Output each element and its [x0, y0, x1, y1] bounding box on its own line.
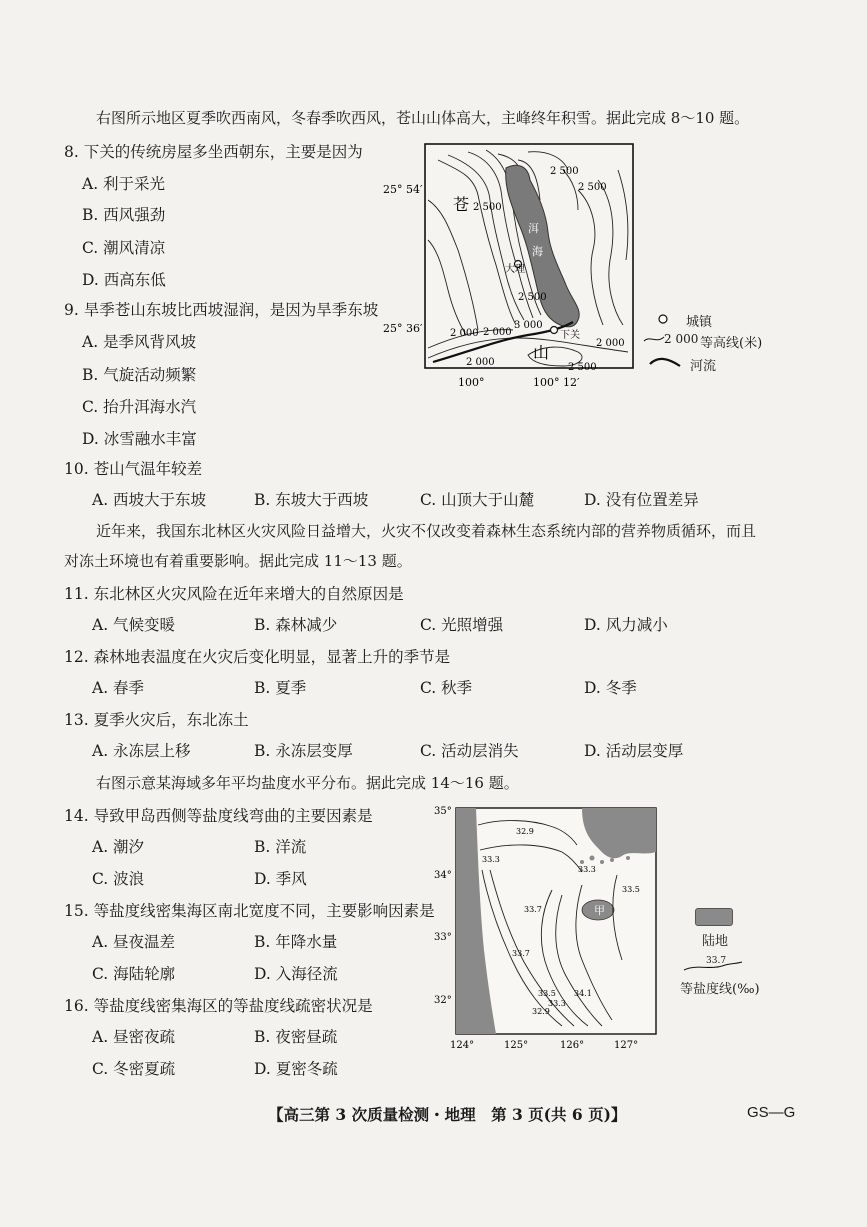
map2-lon-125: 125°	[504, 1040, 529, 1051]
city-xiaguan: 下关	[560, 330, 580, 341]
paper-code: GS—G	[747, 1104, 796, 1121]
legend-town-symbol	[654, 312, 672, 326]
city-dali: 大理	[505, 264, 525, 275]
q15-option-c[interactable]: C. 海陆轮廓	[92, 965, 176, 983]
contour-label-10: 2 500	[578, 182, 607, 193]
contour-label-6: 3 000	[514, 320, 543, 331]
q13-option-a[interactable]: A. 永冻层上移	[92, 742, 191, 760]
legend-land-swatch	[695, 908, 733, 926]
section3-intro: 右图示意某海域多年平均盐度水平分布。据此完成 14～16 题。	[96, 774, 519, 792]
q14-stem: 14. 导致甲岛西侧等盐度线弯曲的主要因素是	[64, 807, 373, 825]
q14-option-d[interactable]: D. 季风	[254, 870, 307, 888]
q8-option-a[interactable]: A. 利于采光	[82, 175, 166, 193]
map2-lat-32: 32°	[434, 995, 452, 1006]
section2-intro-line2: 对冻土环境也有着重要影响。据此完成 11～13 题。	[64, 552, 412, 570]
q13-stem: 13. 夏季火灾后，东北冻土	[64, 711, 249, 729]
map2-lon-126: 126°	[560, 1040, 585, 1051]
legend-land: 陆地	[702, 934, 729, 949]
contour-label-5: 2 000	[450, 328, 479, 339]
q8-stem: 8. 下关的传统房屋多坐西朝东，主要是因为	[64, 143, 363, 161]
q16-option-b[interactable]: B. 夜密昼疏	[254, 1028, 338, 1046]
legend-contour: 等高线(米)	[700, 336, 763, 351]
q16-option-c[interactable]: C. 冬密夏疏	[92, 1060, 176, 1078]
q12-option-c[interactable]: C. 秋季	[420, 679, 473, 697]
map1-lat-top: 25° 54′	[383, 183, 423, 196]
q12-option-b[interactable]: B. 夏季	[254, 679, 307, 697]
q15-stem: 15. 等盐度线密集海区南北宽度不同，主要影响因素是	[64, 902, 435, 920]
map2-lon-127: 127°	[614, 1040, 639, 1051]
q9-option-b[interactable]: B. 气旋活动频繁	[82, 366, 197, 384]
map1-lon-left: 100°	[458, 376, 485, 389]
legend-contour-symbol	[642, 332, 666, 346]
page-footer: 【高三第 3 次质量检测・地理 第 3 页(共 6 页)】	[268, 1105, 627, 1124]
contour-label-8: 2 500	[568, 362, 597, 373]
iso-label-9: 34.1	[574, 989, 592, 998]
contour-label-9: 2 000	[596, 338, 625, 349]
q16-option-a[interactable]: A. 昼密夜疏	[92, 1028, 176, 1046]
map2-lon-124: 124°	[450, 1040, 475, 1051]
q12-option-a[interactable]: A. 春季	[92, 679, 145, 697]
iso-label-4: 33.7	[524, 905, 542, 914]
legend-isohaline: 等盐度线(‰)	[680, 982, 760, 997]
map2-lat-34: 34°	[434, 870, 452, 881]
q12-stem: 12. 森林地表温度在火灾后变化明显，显著上升的季节是	[64, 648, 451, 666]
iso-label-2: 33.3	[482, 855, 500, 864]
contour-label-2: 2 500	[473, 202, 502, 213]
q12-option-d[interactable]: D. 冬季	[584, 679, 637, 697]
section1-intro: 右图所示地区夏季吹西南风，冬春季吹西风，苍山山体高大，主峰终年积雪。据此完成 8～10 题。	[96, 109, 750, 127]
section2-intro-line1: 近年来，我国东北林区火灾风险日益增大，火灾不仅改变着森林生态系统内部的营养物质循环，而且	[96, 522, 757, 540]
q8-option-c[interactable]: C. 潮风清凉	[82, 239, 166, 257]
q16-stem: 16. 等盐度线密集海区的等盐度线疏密状况是	[64, 997, 373, 1015]
q11-option-c[interactable]: C. 光照增强	[420, 616, 504, 634]
map2-lat-33: 33°	[434, 932, 452, 943]
q10-option-d[interactable]: D. 没有位置差异	[584, 491, 699, 509]
legend-town: 城镇	[686, 315, 713, 330]
q11-option-d[interactable]: D. 风力减小	[584, 616, 668, 634]
q9-stem: 9. 旱季苍山东坡比西坡湿润，是因为旱季东坡	[64, 301, 379, 319]
q15-option-b[interactable]: B. 年降水量	[254, 933, 338, 951]
map1-lon-right: 100° 12′	[533, 376, 580, 389]
iso-label-5: 33.7	[512, 949, 530, 958]
salinity-map	[432, 800, 664, 1052]
q14-option-b[interactable]: B. 洋流	[254, 838, 307, 856]
contour-label-1: 2 500	[550, 166, 579, 177]
legend-river-symbol	[648, 354, 682, 370]
xiaguan-town-marker	[551, 327, 558, 334]
contour-label-7: 2 000	[466, 357, 495, 368]
q10-stem: 10. 苍山气温年较差	[64, 460, 203, 478]
q9-option-a[interactable]: A. 是季风背风坡	[82, 333, 197, 351]
contour-label-3: 2 500	[518, 292, 547, 303]
label-shan: 山	[533, 343, 550, 362]
contour-label-4: 2 000	[483, 327, 512, 338]
iso-label-3: 33.3	[578, 865, 596, 874]
q11-option-a[interactable]: A. 气候变暖	[92, 616, 176, 634]
label-hai: 海	[532, 245, 543, 258]
q9-option-d[interactable]: D. 冰雪融水丰富	[82, 430, 197, 448]
q16-option-d[interactable]: D. 夏密冬疏	[254, 1060, 338, 1078]
map2-lat-35: 35°	[434, 806, 452, 817]
legend-iso-value: 33.7	[706, 956, 727, 966]
q10-option-c[interactable]: C. 山顶大于山麓	[420, 491, 535, 509]
legend-contour-value: 2 000	[664, 332, 699, 346]
q8-option-d[interactable]: D. 西高东低	[82, 271, 166, 289]
q13-option-d[interactable]: D. 活动层变厚	[584, 742, 684, 760]
iso-label-7: 33.3	[548, 999, 566, 1008]
iso-label-10: 33.5	[622, 885, 640, 894]
label-cang: 苍	[453, 195, 470, 214]
map1-lat-bottom: 25° 36′	[383, 322, 423, 335]
q13-option-b[interactable]: B. 永冻层变厚	[254, 742, 353, 760]
q8-option-b[interactable]: B. 西风强劲	[82, 206, 166, 224]
q15-option-a[interactable]: A. 昼夜温差	[92, 933, 176, 951]
q9-option-c[interactable]: C. 抬升洱海水汽	[82, 398, 197, 416]
q15-option-d[interactable]: D. 入海径流	[254, 965, 338, 983]
label-er: 洱	[528, 222, 539, 235]
q10-option-b[interactable]: B. 东坡大于西坡	[254, 491, 369, 509]
q11-option-b[interactable]: B. 森林减少	[254, 616, 338, 634]
q14-option-c[interactable]: C. 波浪	[92, 870, 145, 888]
iso-label-8: 32.9	[532, 1007, 550, 1016]
q13-option-c[interactable]: C. 活动层消失	[420, 742, 519, 760]
iso-label-6: 33.5	[538, 989, 556, 998]
q10-option-a[interactable]: A. 西坡大于东坡	[92, 491, 207, 509]
q14-option-a[interactable]: A. 潮汐	[92, 838, 145, 856]
island-label: 甲	[594, 904, 605, 917]
legend-river: 河流	[690, 359, 717, 374]
iso-label-1: 32.9	[516, 827, 534, 836]
q11-stem: 11. 东北林区火灾风险在近年来增大的自然原因是	[64, 585, 404, 603]
